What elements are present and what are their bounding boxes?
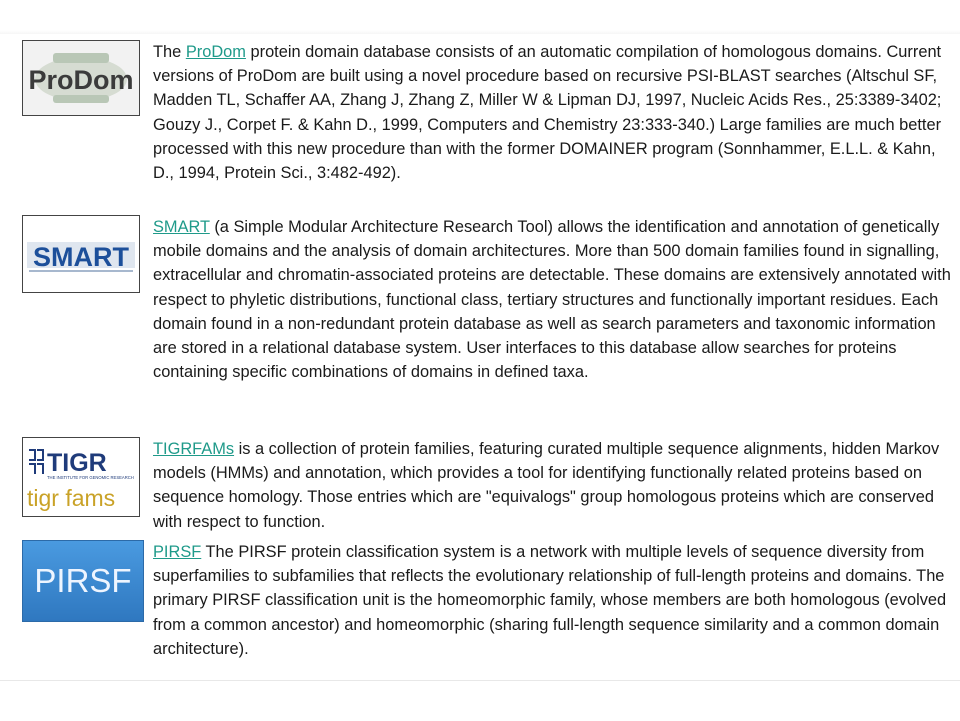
smart-link[interactable]: SMART bbox=[153, 218, 210, 236]
top-divider bbox=[0, 30, 960, 34]
smart-description bbox=[153, 215, 953, 384]
prodom-lead-text: The bbox=[153, 43, 186, 61]
tigrfams-logo-icon bbox=[23, 438, 139, 516]
bottom-strip bbox=[0, 680, 960, 721]
smart-logo-icon bbox=[23, 216, 139, 292]
smart-logo-text: SMART bbox=[33, 242, 129, 272]
pirsf-logo-icon bbox=[23, 541, 143, 621]
smart-body-text: (a Simple Modular Architecture Research Tool) allows the identification and annotation of genetically mobile domains and the analysis of domain architectures. More than 500 domain families found in signalling, extracellular and chromatin-associated proteins are detectable. These domains are extensively annotated with respect to phyletic distributions, functional class, tertiary structures and functionally important residues. Each domain found in a non-redundant protein database as well as search parameters and taxonomic information are stored in a relational database system. User interfaces to this database allow searches for proteins containing specific combinations of domains in defined taxa. bbox=[153, 218, 951, 382]
pirsf-logo-text: PIRSF bbox=[34, 562, 132, 599]
prodom-logo-icon bbox=[23, 41, 139, 115]
tigrfams-description bbox=[153, 437, 953, 534]
tigrfams-logo[interactable] bbox=[22, 437, 140, 517]
pirsf-logo[interactable] bbox=[22, 540, 144, 622]
pirsf-description bbox=[153, 540, 953, 661]
tigr-logo-subtext: THE INSTITUTE FOR GENOMIC RESEARCH bbox=[47, 475, 134, 480]
prodom-link[interactable]: ProDom bbox=[185, 43, 246, 61]
prodom-description bbox=[153, 40, 953, 185]
tigrfams-logo-text: tigr fams bbox=[27, 485, 116, 511]
prodom-logo-text: ProDom bbox=[28, 65, 134, 95]
tigrfams-link[interactable]: TIGRFAMs bbox=[153, 440, 235, 458]
tigrfams-body-text: is a collection of protein families, featuring curated multiple sequence alignments, hidden Markov models (HMMs) and annotation, which provides a tool for identifying functionally related proteins based on sequence homology. Those entries which are "equivalogs" group homologous proteins which are conserved with respect to function. bbox=[153, 440, 940, 531]
pirsf-link[interactable]: PIRSF bbox=[153, 543, 202, 561]
pirsf-body-text: The PIRSF protein classification system is a network with multiple levels of sequence diversity from superfamilies to subfamilies that reflects the evolutionary relationship of full-length proteins and domains. The primary PIRSF classification unit is the homeomorphic family, whose members are both homologous (evolved from a common ancestor) and homeomorphic (sharing full-length sequence similarity and a common domain architecture). bbox=[153, 543, 947, 658]
prodom-logo[interactable] bbox=[22, 40, 140, 116]
tigr-logo-text: TIGR bbox=[47, 449, 107, 477]
prodom-body-text: protein domain database consists of an automatic compilation of homologous domains. Current versions of ProDom are built using a novel procedure based on recursive PSI-BLAST searches (Altschul SF, Madden TL, Schaffer AA, Zhang J, Zhang Z, Miller W & Lipman DJ, 1997, Nucleic Acids Res., 25:3389-3402; Gouzy J., Corpet F. & Kahn D., 1999, Computers and Chemistry 23:333-340.) Large families are much better processed with this new procedure than with the former DOMAINER program (Sonnhammer, E.L.L. & Kahn, D., 1994, Protein Sci., 3:482-492). bbox=[153, 43, 942, 183]
smart-logo[interactable] bbox=[22, 215, 140, 293]
